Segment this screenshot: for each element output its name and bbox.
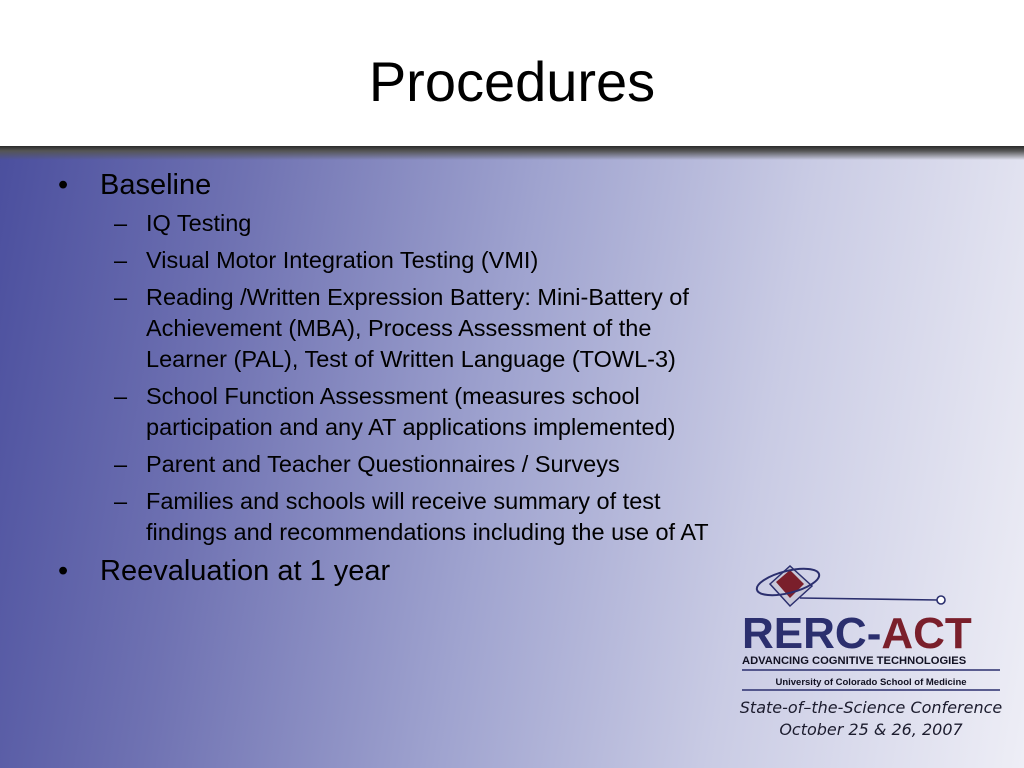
bullet-item-reevaluation — [58, 554, 738, 588]
logo-name-right: ACT — [881, 609, 972, 658]
sub-bullet-item — [58, 486, 738, 548]
sub-bullet-text: IQ Testing — [146, 210, 252, 236]
title-divider-shadow — [0, 146, 1024, 160]
sub-bullet-text: Reading /Written Expression Battery: Mini-Battery of Achievement (MBA), Process Assessment of the Learner (PAL), Test of Written Language (TOWL-3) — [146, 284, 689, 372]
bullet-marker: • — [58, 555, 69, 587]
title-area — [0, 0, 1024, 148]
logo-dates: October 25 & 26, 2007 — [779, 720, 963, 739]
dash-marker: – — [114, 383, 128, 409]
sub-bullet-text: School Function Assessment (measures school participation and any AT applications implemented) — [146, 383, 676, 440]
sub-bullet-text: Parent and Teacher Questionnaires / Surveys — [146, 451, 620, 477]
bullet-text: Baseline — [100, 169, 212, 201]
dash-marker: – — [114, 488, 128, 514]
dash-marker: – — [114, 284, 128, 310]
logo-conference: State-of–the-Science Conference — [739, 698, 1003, 717]
dash-marker: – — [114, 210, 128, 236]
logo-name-left: RERC — [742, 609, 867, 658]
dash-marker: – — [114, 247, 128, 273]
logo-name-dash: - — [866, 609, 882, 658]
sub-bullet-item — [58, 449, 738, 480]
sub-bullet-item — [58, 282, 738, 375]
sub-bullet-item — [58, 208, 738, 239]
logo-name — [742, 609, 972, 658]
bullet-list — [58, 168, 738, 594]
sub-bullet-list — [58, 208, 738, 548]
slide-title: Procedures — [368, 50, 656, 113]
logo-tagline: ADVANCING COGNITIVE TECHNOLOGIES — [742, 655, 967, 667]
logo-school: University of Colorado School of Medicine — [775, 677, 967, 688]
bullet-item-baseline — [58, 168, 738, 202]
logo-emblem-icon — [754, 564, 945, 606]
sub-bullet-text: Visual Motor Integration Testing (VMI) — [146, 247, 539, 273]
bullet-marker: • — [58, 169, 69, 201]
dash-marker: – — [114, 451, 128, 477]
sub-bullet-item — [58, 245, 738, 276]
rerc-act-logo — [730, 560, 1010, 750]
sub-bullet-text: Families and schools will receive summary of test findings and recommendations including the use of AT — [146, 488, 709, 545]
sub-bullet-item — [58, 381, 738, 443]
bullet-text: Reevaluation at 1 year — [100, 555, 391, 587]
